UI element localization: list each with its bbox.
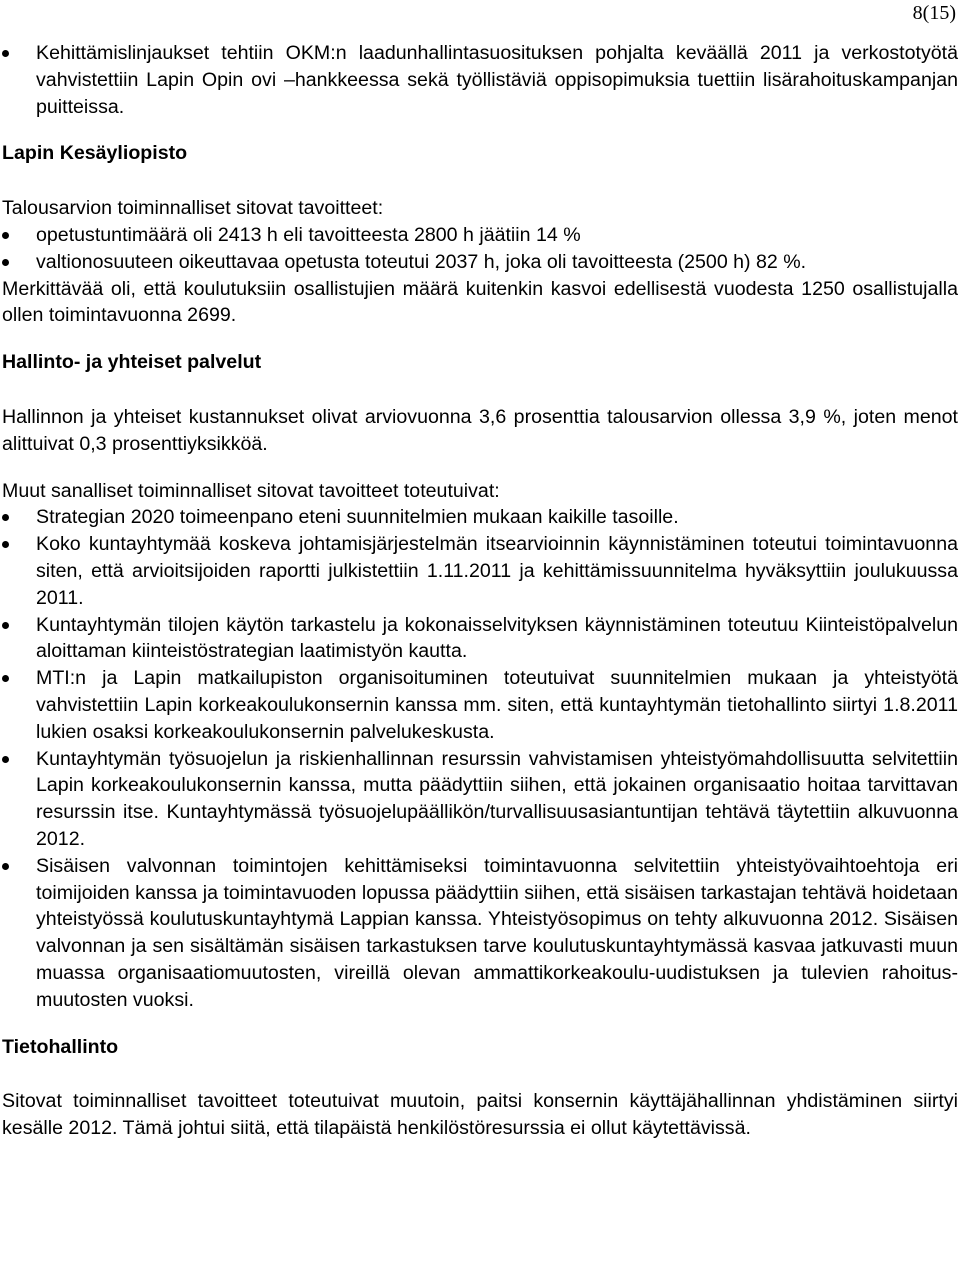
bullet-icon [2, 232, 9, 239]
list-item-text: MTI:n ja Lapin matkailupiston organisoituminen toteutuivat suunnitelmien mukaan ja yhteistyötä vahvistettiin Lapin korkeakoulukonsernin kanssa mm. siten, että kuntayhtymän tietohallinto siirtyi 1.8.2011 lukien osaksi korkeakoulukonsernin palvelukeskusta. [36, 667, 958, 743]
kesayliopisto-lead: Talousarvion toiminnalliset sitovat tavoitteet: [2, 197, 384, 220]
hallinto-lead: Muut sanalliset toiminnalliset sitovat tavoitteet toteutuivat: [2, 479, 500, 502]
list-item-text: opetustuntimäärä oli 2413 h eli tavoitteesta 2800 h jäätiin 14 % [36, 223, 581, 246]
list-item-text: valtionosuuteen oikeuttavaa opetusta toteutui 2037 h, joka oli tavoitteesta (2500 h) 82 %. [36, 250, 807, 273]
bullet-icon [2, 259, 9, 266]
bullet-icon [2, 863, 9, 870]
bullet-icon [2, 514, 9, 521]
list-item-text: Sisäisen valvonnan toimintojen kehittämiseksi toimintavuonna selvitettiin yhteistyövaihtoehtoja eri toimijoiden kanssa ja toimintavuoden lopussa päädyttiin siihen, että sisäisen tarkastajan tehtävä hoidetaan yhteistyössä koulutuskuntayhtymä Lappian kanssa. Yhteistyösopimus on tehty alkuvuonna 2012. Sisäisen valvonnan ja sen sisältämän sisäisen tarkastuksen tarve koulutuskuntayhtymässä kasvaa jatkuvasti muun muassa organisaatiomuutosten, vireillä olevan ammattikorkeakoulu-uudistuksen ja tulevien rahoitusmuutosten vuoksi. [36, 854, 958, 1011]
list-item-text: Kehittämislinjaukset tehtiin OKM:n laadunhallintasuosituksen pohjalta keväällä 2011 ja verkostotyötä vahvistettiin Lapin Opin ovi –hankkeessa sekä työllistäviä oppisopimuksia tuettiin lisärahoituskampanjan puitteissa. [36, 42, 958, 118]
list-item [2, 531, 958, 611]
list-item-text: Koko kuntayhtymää koskeva johtamisjärjestelmän itsearvioinnin käynnistäminen toteutui toimintavuonna siten, että arvioitsijoiden raportti julkistettiin 1.11.2011 ja kehittämissuunnitelma hyväksyttiin joulukuussa 2011. [36, 533, 958, 609]
section-heading-kesayliopisto: Lapin Kesäyliopisto [2, 142, 188, 165]
list-item [2, 746, 958, 853]
kesayliopisto-bullet-list [2, 222, 958, 276]
list-item [2, 40, 958, 120]
list-item [2, 504, 958, 531]
hallinto-paragraph: Hallinnon ja yhteiset kustannukset olivat arviovuonna 3,6 prosenttia talousarvion ollessa 3,9 %, joten menot alittuivat 0,3 prosenttiyksikköä. [2, 405, 958, 455]
bullet-icon [2, 622, 9, 629]
page-number: 8(15) [912, 2, 956, 24]
bullet-icon [2, 756, 9, 763]
bullet-icon [2, 50, 9, 57]
intro-bullet-list [2, 40, 958, 120]
list-item [2, 612, 958, 666]
list-item [2, 249, 958, 276]
bullet-icon [2, 541, 9, 548]
section-heading-tietohallinto: Tietohallinto [2, 1035, 119, 1058]
page-content [2, 40, 958, 1142]
tietohallinto-paragraph: Sitovat toiminnalliset tavoitteet toteutuivat muutoin, paitsi konsernin käyttäjähallinnan yhdistäminen siirtyi kesälle 2012. Tämä johtui siitä, että tilapäistä henkilöstöresurssia ei ollut käytettävissä. [2, 1090, 958, 1140]
bullet-icon [2, 675, 9, 682]
list-item-text: Strategian 2020 toimeenpano eteni suunnitelmien mukaan kaikille tasoille. [36, 506, 679, 529]
section-heading-hallinto: Hallinto- ja yhteiset palvelut [2, 351, 262, 374]
list-item-text: Kuntayhtymän työsuojelun ja riskienhallinnan resurssin vahvistamisen yhteistyömahdollisuutta selvitettiin Lapin korkeakoulukonsernin kanssa, mutta päädyttiin siihen, että jokainen organisaatio hoitaa tarvittavan resurssin itse. Kuntayhtymässä työsuojelupäällikön/turvallisuusasiantuntijan tehtävä täytettiin alkuvuonna 2012. [36, 747, 958, 850]
hallinto-bullet-list [2, 504, 958, 1013]
list-item [2, 222, 958, 249]
kesayliopisto-paragraph: Merkittävää oli, että koulutuksiin osallistujien määrä kuitenkin kasvoi edellisestä vuodesta 1250 osallistujalla ollen toimintavuonna 2699. [2, 277, 958, 327]
list-item [2, 853, 958, 1014]
list-item [2, 665, 958, 745]
list-item-text: Kuntayhtymän tilojen käytön tarkastelu ja kokonaisselvityksen käynnistäminen toteutuu Kiinteistöpalvelun aloittaman kiinteistöstrategian laatimistyön kautta. [36, 613, 958, 663]
